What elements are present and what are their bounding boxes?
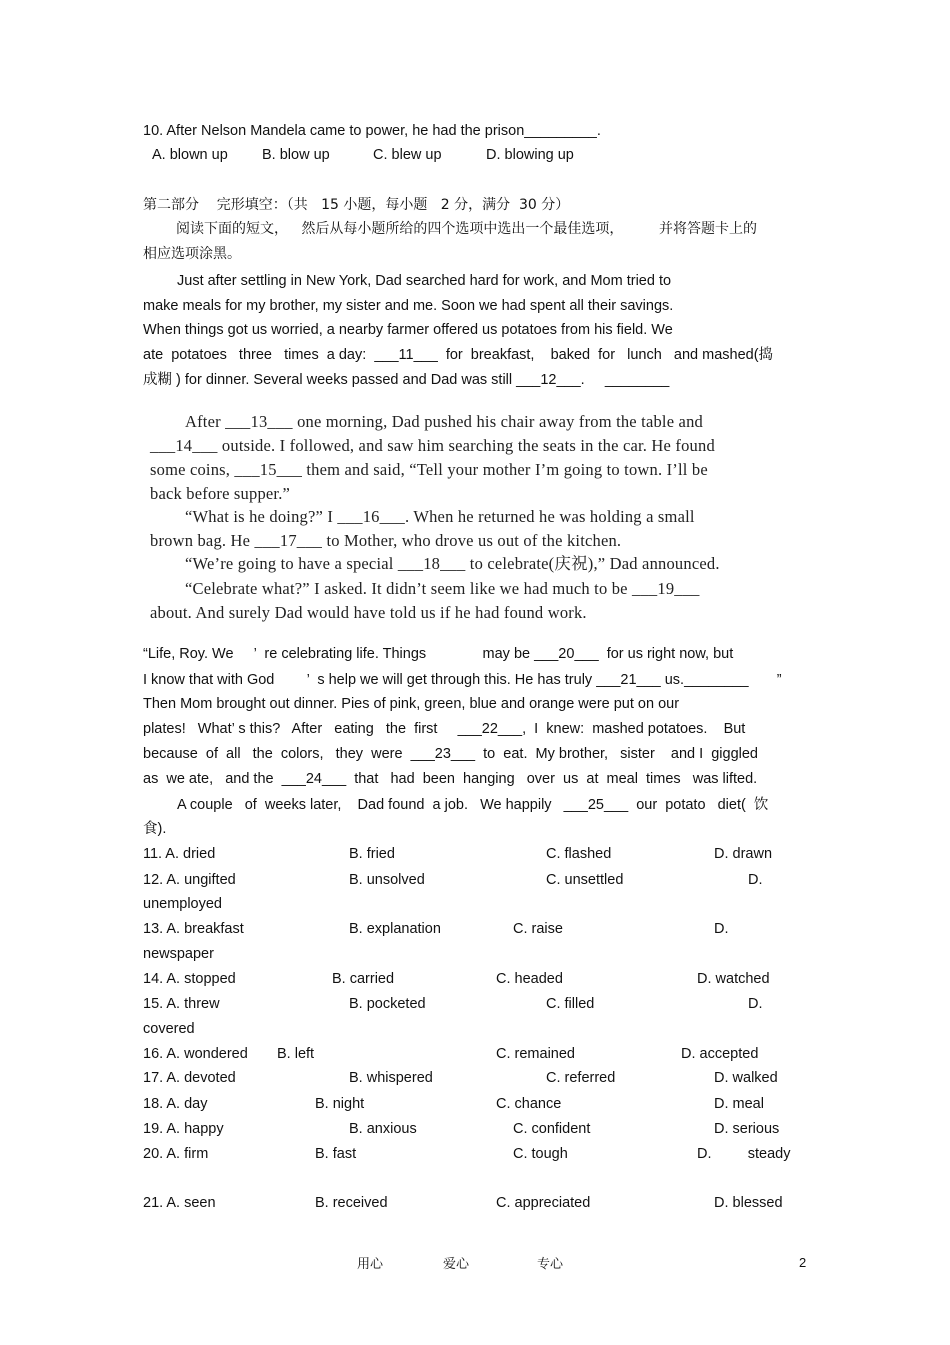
- footer-left: 用心: [357, 1257, 384, 1272]
- q17-option-c: C. referred: [546, 1070, 616, 1086]
- q13-option-b: B. explanation: [349, 921, 441, 937]
- q13-option-d-wrap: newspaper: [143, 946, 214, 962]
- q12-option-d: D.: [748, 872, 763, 888]
- q17-option-d: D. walked: [714, 1070, 778, 1086]
- scan-line8: “Celebrate what?” I asked. It didn’t seem like we had much to be ___19___: [185, 579, 700, 598]
- q21-option-b: B. received: [315, 1195, 388, 1211]
- q13-option-c: C. raise: [513, 921, 563, 937]
- part2-instruction-line1: 阅读下面的短文， 然后从每小题所给的四个选项中选出一个最佳选项， 并将答题卡上的: [176, 221, 757, 237]
- q11-option-a: 11. A. dried: [143, 846, 216, 862]
- q13-option-d: D.: [714, 921, 729, 937]
- passage-p1-line2: make meals for my brother, my sister and me. Soon we had spent all their savings.: [143, 298, 674, 314]
- q11-option-b: B. fried: [349, 846, 395, 862]
- passage-p1-line3: When things got us worried, a nearby farmer offered us potatoes from his field. We: [143, 322, 673, 338]
- scan-line7: “We’re going to have a special ___18___ to celebrate(庆祝),” Dad announced.: [185, 554, 720, 573]
- q18-option-b: B. night: [315, 1096, 365, 1112]
- passage-p3-line8: 食).: [143, 821, 167, 837]
- q12-option-b: B. unsolved: [349, 872, 425, 888]
- q11-option-c: C. flashed: [546, 846, 612, 862]
- q14-option-b: B. carried: [332, 971, 395, 987]
- q15-option-b: B. pocketed: [349, 996, 426, 1012]
- q20-option-b: B. fast: [315, 1146, 357, 1162]
- q14-option-a: 14. A. stopped: [143, 971, 236, 987]
- scan-line9: about. And surely Dad would have told us if he had found work.: [150, 603, 587, 622]
- q18-option-d: D. meal: [714, 1096, 764, 1112]
- q19-option-c: C. confident: [513, 1121, 591, 1137]
- q21-option-d: D. blessed: [714, 1195, 783, 1211]
- scan-line1: After ___13___ one morning, Dad pushed his chair away from the table and: [185, 412, 703, 431]
- q12-option-c: C. unsettled: [546, 872, 624, 888]
- q19-option-b: B. anxious: [349, 1121, 417, 1137]
- q20-option-a: 20. A. firm: [143, 1146, 209, 1162]
- q21-option-a: 21. A. seen: [143, 1195, 216, 1211]
- footer-right: 专心: [537, 1257, 564, 1272]
- q17-option-b: B. whispered: [349, 1070, 433, 1086]
- q15-option-d: D.: [748, 996, 763, 1012]
- q18-option-c: C. chance: [496, 1096, 562, 1112]
- q14-option-c: C. headed: [496, 971, 563, 987]
- passage-p3-line4: plates! What’ s this? After eating the first ___22___, I knew: mashed potatoes. But: [143, 721, 746, 737]
- scan-line5: “What is he doing?” I ___16___. When he returned he was holding a small: [185, 507, 695, 526]
- passage-p3-line2: I know that with God ’ s help we will get through this. He has truly ___21___ us.________ ”: [143, 672, 782, 688]
- passage-p3-line1: “Life, Roy. We ’ re celebrating life. Things may be ___20___ for us right now, but: [143, 646, 734, 662]
- q14-option-d: D. watched: [697, 971, 770, 987]
- page-number: 2: [799, 1255, 807, 1270]
- q21-option-c: C. appreciated: [496, 1195, 591, 1211]
- q15-option-a: 15. A. threw: [143, 996, 220, 1012]
- q20-option-d: D. steady: [697, 1146, 791, 1162]
- q15-option-d-wrap: covered: [143, 1021, 195, 1037]
- q10-option-b: B. blow up: [262, 147, 330, 163]
- q12-option-d-wrap: unemployed: [143, 896, 222, 912]
- q15-option-c: C. filled: [546, 996, 595, 1012]
- passage-p1-line5: 成糊 ) for dinner. Several weeks passed and Dad was still ___12___. ________: [143, 372, 670, 388]
- q12-option-a: 12. A. ungifted: [143, 872, 236, 888]
- passage-p1-line1: Just after settling in New York, Dad searched hard for work, and Mom tried to: [177, 273, 672, 289]
- scan-line6: brown bag. He ___17___ to Mother, who drove us out of the kitchen.: [150, 531, 622, 550]
- footer-middle: 爱心: [443, 1257, 470, 1272]
- q17-option-a: 17. A. devoted: [143, 1070, 236, 1086]
- scan-line4: back before supper.”: [150, 484, 291, 503]
- passage-p3-line6: as we ate, and the ___24___ that had been hanging over us at meal times was lifted.: [143, 771, 758, 787]
- q10-stem: 10. After Nelson Mandela came to power, he had the prison_________.: [143, 123, 601, 139]
- passage-p3-line5: because of all the colors, they were ___23___ to eat. My brother, sister and I giggled: [143, 746, 758, 762]
- q13-option-a: 13. A. breakfast: [143, 921, 244, 937]
- q18-option-a: 18. A. day: [143, 1096, 208, 1112]
- q20-option-c: C. tough: [513, 1146, 568, 1162]
- part2-header: 第二部分 完形填空：（共 15 小题，每小题 2 分，满分 30 分）: [143, 197, 570, 213]
- q10-option-d: D. blowing up: [486, 147, 574, 163]
- q19-option-d: D. serious: [714, 1121, 780, 1137]
- q10-option-c: C. blew up: [373, 147, 442, 163]
- scan-line2: ___14___ outside. I followed, and saw him searching the seats in the car. He found: [150, 436, 715, 455]
- passage-p3-line3: Then Mom brought out dinner. Pies of pink, green, blue and orange were put on our: [143, 696, 680, 712]
- q16-option-c: C. remained: [496, 1046, 575, 1062]
- q11-option-d: D. drawn: [714, 846, 773, 862]
- q10-option-a: A. blown up: [152, 147, 228, 163]
- part2-instruction-line2: 相应选项涂黑。: [143, 246, 241, 262]
- passage-p3-line7: A couple of weeks later, Dad found a job. We happily ___25___ our potato diet( 饮: [177, 797, 769, 813]
- q16-option-b: B. left: [277, 1046, 315, 1062]
- q16-option-d: D. accepted: [681, 1046, 759, 1062]
- q16-option-a: 16. A. wondered: [143, 1046, 248, 1062]
- q19-option-a: 19. A. happy: [143, 1121, 224, 1137]
- passage-p1-line4: ate potatoes three times a day: ___11___ for breakfast, baked for lunch and mashed(捣: [143, 347, 774, 363]
- scan-line3: some coins, ___15___ them and said, “Tell your mother I’m going to town. I’ll be: [150, 460, 708, 479]
